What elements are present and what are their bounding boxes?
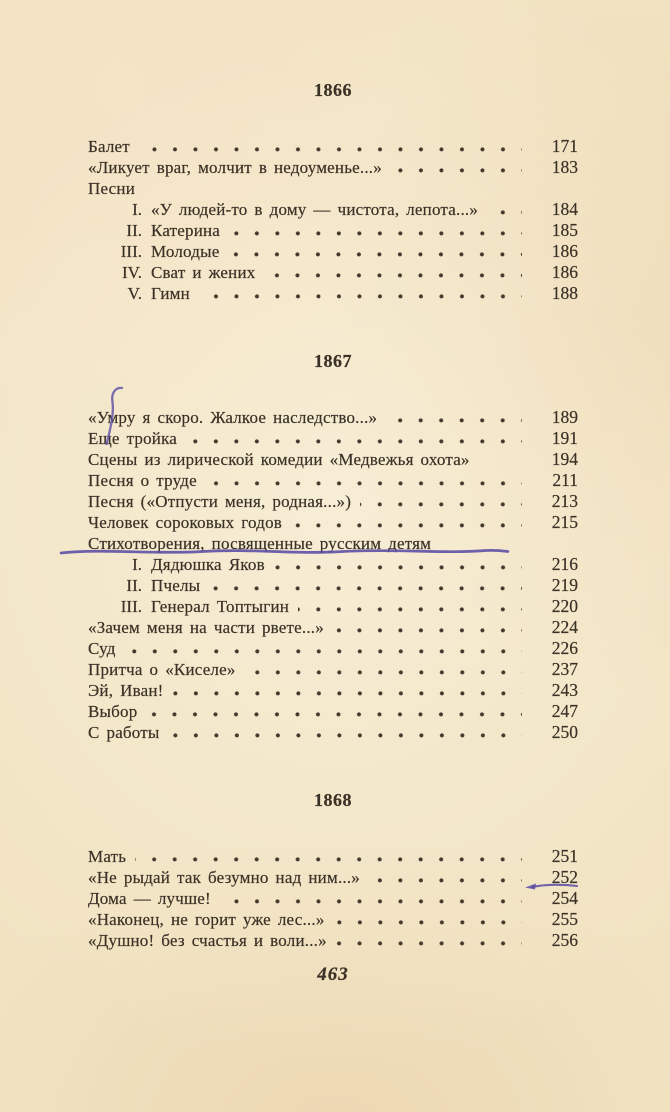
- entry-page-number: 255: [551, 909, 578, 929]
- entry-title: Балет: [88, 137, 130, 156]
- toc-row: [88, 930, 578, 951]
- toc-row: [88, 491, 578, 512]
- roman-numeral: V.: [127, 284, 142, 303]
- year-heading-1866: 1866: [314, 80, 352, 100]
- entry-title: Мать: [88, 847, 127, 866]
- toc-row: [88, 470, 578, 491]
- entry-title: Сцены из лирической комедии «Медвежья охота»: [88, 450, 470, 469]
- dot-leader: [199, 283, 522, 304]
- entry-page-number: 189: [551, 407, 578, 427]
- entry-title: «Ликует враг, молчит в недоуменье...»: [88, 158, 382, 177]
- toc-row: [88, 136, 578, 157]
- toc-row: [88, 638, 578, 659]
- entry-title: «Умру я скоро. Жалкое наследство...»: [88, 408, 378, 427]
- toc-row: [88, 157, 578, 178]
- dot-leader: [334, 909, 522, 930]
- entry-page-number: 188: [551, 283, 578, 303]
- entry-page-number: 211: [552, 470, 578, 490]
- entry-title: «У людей-то в дому — чистота, лепота...»: [151, 200, 479, 219]
- entry-title: Суд: [88, 639, 116, 658]
- folio-page-number: 463: [317, 964, 349, 985]
- entry-page-number: 250: [551, 722, 578, 742]
- entry-page-number: 216: [551, 554, 578, 574]
- entry-title: Пчелы: [151, 576, 201, 595]
- toc-entries: [88, 136, 578, 304]
- toc-row: [88, 512, 578, 533]
- toc-row: [88, 178, 578, 199]
- dot-leader: [135, 846, 522, 867]
- dot-leader: [206, 470, 522, 491]
- toc-entries: [88, 407, 578, 743]
- entry-title: Еще тройка: [88, 429, 178, 448]
- toc-row-ink-underlined: [88, 533, 578, 554]
- dot-leader: [298, 596, 522, 617]
- roman-numeral: I.: [132, 555, 142, 574]
- entry-title: «Наконец, не горит уже лес...»: [88, 910, 325, 929]
- dot-leader: [487, 199, 522, 220]
- entry-page-number: 183: [551, 157, 578, 177]
- toc-row: [88, 722, 578, 743]
- entry-page-number: 237: [551, 659, 578, 679]
- entry-title: Человек сороковых годов: [88, 513, 283, 532]
- entry-page-number: 213: [551, 491, 578, 511]
- toc-section-1868: [88, 789, 578, 951]
- entry-title: Выбор: [88, 702, 138, 721]
- dot-leader: [125, 638, 522, 659]
- toc-row: [88, 596, 578, 617]
- toc-row: [88, 199, 578, 220]
- toc-row: [88, 283, 578, 304]
- entry-page-number: 171: [551, 136, 578, 156]
- roman-numeral: III.: [120, 242, 142, 261]
- entry-page-number: 219: [551, 575, 578, 595]
- entry-title: Катерина: [151, 221, 221, 240]
- toc-row: [88, 554, 578, 575]
- entry-title: «Не рыдай так безумно над ним...»: [88, 868, 360, 887]
- toc-row: [88, 846, 578, 867]
- leader-space: [144, 178, 568, 199]
- dot-leader: [146, 701, 522, 722]
- dot-leader: [386, 407, 522, 428]
- roman-numeral: I.: [132, 200, 142, 219]
- dot-leader: [360, 491, 522, 512]
- entry-title: Дядюшка Яков: [151, 555, 265, 574]
- toc-row: [88, 262, 578, 283]
- entry-page-number: 247: [551, 701, 578, 721]
- dot-leader: [369, 867, 522, 888]
- entry-title: С работы: [88, 723, 160, 742]
- entry-page-number: 191: [551, 428, 578, 448]
- toc-row: [88, 659, 578, 680]
- dot-leader: [229, 220, 522, 241]
- dot-leader: [264, 262, 522, 283]
- entry-title: Притча о «Киселе»: [88, 660, 236, 679]
- roman-numeral: III.: [120, 597, 142, 616]
- entry-title: Дома — лучше!: [88, 889, 211, 908]
- entry-page-number: 194: [551, 449, 578, 469]
- dot-leader: [245, 659, 522, 680]
- entry-page-number: 215: [551, 512, 578, 532]
- toc-row: [88, 867, 578, 888]
- toc-row: [88, 220, 578, 241]
- entry-page-number: 251: [551, 846, 578, 866]
- entry-page-number: 186: [551, 262, 578, 282]
- entry-title: «Зачем меня на части рвете...»: [88, 618, 324, 637]
- entry-title: Молодые: [151, 242, 220, 261]
- toc-row: [88, 909, 578, 930]
- toc-row: [88, 575, 578, 596]
- entry-page-number: 254: [551, 888, 578, 908]
- toc-row: [88, 407, 578, 428]
- dot-leader: [274, 554, 522, 575]
- entry-page-number: 226: [551, 638, 578, 658]
- dot-leader: [169, 722, 522, 743]
- entry-page-number: 224: [551, 617, 578, 637]
- toc-row: [88, 701, 578, 722]
- toc-row: [88, 428, 578, 449]
- toc-section-1866: [88, 79, 578, 304]
- year-heading-1868: 1868: [314, 790, 352, 810]
- dot-leader: [186, 428, 522, 449]
- dot-leader: [228, 241, 522, 262]
- entry-page-number: 184: [551, 199, 578, 219]
- toc-row: [88, 617, 578, 638]
- dot-leader: [336, 930, 522, 951]
- leader-space: [479, 449, 522, 470]
- dot-leader: [139, 136, 522, 157]
- roman-numeral: II.: [126, 576, 142, 595]
- toc-row: [88, 888, 578, 909]
- entry-page-number: 220: [551, 596, 578, 616]
- toc-row: [88, 680, 578, 701]
- entry-page-number-ink-underlined: 252: [551, 867, 578, 887]
- dot-leader: [391, 157, 522, 178]
- toc-row: [88, 449, 578, 470]
- entry-title: «Душно! без счастья и воли...»: [88, 931, 327, 950]
- entry-title: Гимн: [151, 284, 190, 303]
- entry-title: Эй, Иван!: [88, 681, 164, 700]
- leader-space: [440, 533, 568, 554]
- dot-leader: [291, 512, 522, 533]
- toc-row: [88, 241, 578, 262]
- roman-numeral: IV.: [122, 263, 142, 282]
- entry-page-number: 256: [551, 930, 578, 950]
- entry-page-number: 243: [551, 680, 578, 700]
- entry-title: Песня («Отпусти меня, родная...»): [88, 492, 352, 511]
- entry-title: Стихотворения, посвященные русским детям: [88, 534, 432, 553]
- roman-numeral: II.: [126, 221, 142, 240]
- toc-entries: [88, 846, 578, 951]
- dot-leader: [173, 680, 522, 701]
- entry-title: Сват и жених: [151, 263, 256, 282]
- entry-title: Песня о труде: [88, 471, 197, 490]
- entry-page-number: 185: [551, 220, 578, 240]
- year-heading-1867: 1867: [314, 351, 352, 371]
- toc-section-1867: [88, 350, 578, 743]
- toc-sections: [88, 79, 578, 951]
- dot-leader: [333, 617, 522, 638]
- entry-title: Песни: [88, 179, 135, 198]
- dot-leader: [209, 575, 522, 596]
- entry-title: Генерал Топтыгин: [151, 597, 290, 616]
- dot-leader: [220, 888, 522, 909]
- entry-page-number: 186: [551, 241, 578, 261]
